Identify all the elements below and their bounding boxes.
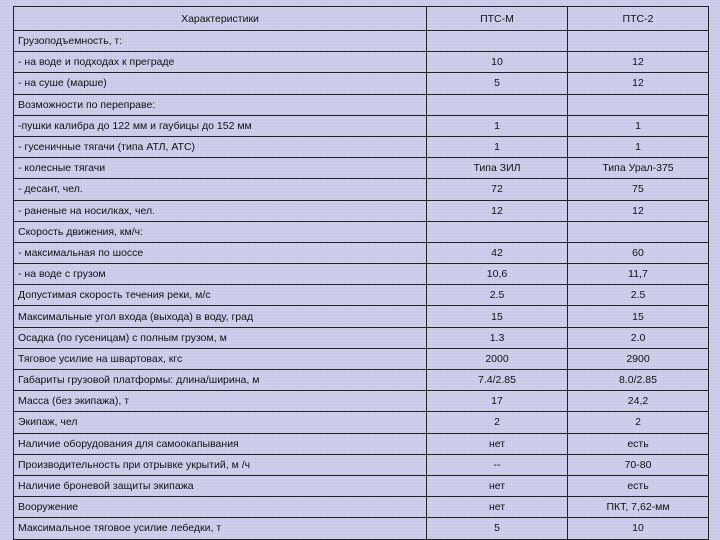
value-pts-m: 1 [427, 136, 568, 157]
value-pts-m: 2 [427, 412, 568, 433]
value-pts-m [427, 221, 568, 242]
row-label: - колесные тягачи [14, 158, 427, 179]
table-row [14, 475, 709, 496]
value-pts-m: 2.5 [427, 285, 568, 306]
row-label: Масса (без экипажа), т [14, 391, 427, 412]
row-label: Скорость движения, км/ч: [14, 221, 427, 242]
header-pts-2: ПТС-2 [568, 7, 709, 31]
value-pts-m [427, 31, 568, 52]
value-pts-2: 70-80 [568, 454, 709, 475]
row-label: - на воде и подходах к преграде [14, 52, 427, 73]
row-label: - десант, чел. [14, 179, 427, 200]
specs-table [13, 6, 709, 540]
row-label: Максимальные угол входа (выхода) в воду, град [14, 306, 427, 327]
row-label: Производительность при отрывке укрытий, м /ч [14, 454, 427, 475]
value-pts-2: есть [568, 475, 709, 496]
specs-table-body [14, 7, 709, 540]
header-characteristics: Характеристики [14, 7, 427, 31]
table-row [14, 242, 709, 263]
table-row [14, 221, 709, 242]
value-pts-2: 1 [568, 115, 709, 136]
value-pts-m: 2000 [427, 348, 568, 369]
table-row [14, 52, 709, 73]
value-pts-m: 5 [427, 518, 568, 539]
value-pts-m: 42 [427, 242, 568, 263]
value-pts-2: 1 [568, 136, 709, 157]
table-row [14, 454, 709, 475]
value-pts-2: 15 [568, 306, 709, 327]
table-row [14, 200, 709, 221]
value-pts-m: 10,6 [427, 264, 568, 285]
value-pts-2 [568, 31, 709, 52]
value-pts-m: нет [427, 475, 568, 496]
row-label: - гусеничные тягачи (типа АТЛ, АТС) [14, 136, 427, 157]
value-pts-m: нет [427, 497, 568, 518]
value-pts-2: ПКТ, 7,62-мм [568, 497, 709, 518]
table-row [14, 327, 709, 348]
value-pts-2: 2900 [568, 348, 709, 369]
value-pts-2: есть [568, 433, 709, 454]
row-label: Экипаж, чел [14, 412, 427, 433]
value-pts-2: 10 [568, 518, 709, 539]
value-pts-m: нет [427, 433, 568, 454]
row-label: Допустимая скорость течения реки, м/с [14, 285, 427, 306]
table-row [14, 348, 709, 369]
value-pts-2: 2 [568, 412, 709, 433]
table-row [14, 518, 709, 539]
table-row [14, 497, 709, 518]
row-label: Максимальное тяговое усилие лебедки, т [14, 518, 427, 539]
header-pts-m: ПТС-М [427, 7, 568, 31]
row-label: - максимальная по шоссе [14, 242, 427, 263]
value-pts-2: 12 [568, 200, 709, 221]
value-pts-m: 15 [427, 306, 568, 327]
value-pts-2: 12 [568, 73, 709, 94]
value-pts-2: 8.0/2.85 [568, 370, 709, 391]
row-label: Наличие оборудования для самоокапывания [14, 433, 427, 454]
table-header-row [14, 7, 709, 31]
table-row [14, 433, 709, 454]
value-pts-m: 7.4/2.85 [427, 370, 568, 391]
table-row [14, 306, 709, 327]
row-label: - на суше (марше) [14, 73, 427, 94]
table-row [14, 179, 709, 200]
table-row [14, 264, 709, 285]
value-pts-m: 1 [427, 115, 568, 136]
value-pts-m [427, 94, 568, 115]
row-label: Возможности по переправе: [14, 94, 427, 115]
value-pts-m: Типа ЗИЛ [427, 158, 568, 179]
value-pts-2: 12 [568, 52, 709, 73]
row-label: - на воде с грузом [14, 264, 427, 285]
row-label: Наличие броневой защиты экипажа [14, 475, 427, 496]
row-label: Габариты грузовой платформы: длина/ширина, м [14, 370, 427, 391]
value-pts-m: -- [427, 454, 568, 475]
table-row [14, 136, 709, 157]
value-pts-2: 24,2 [568, 391, 709, 412]
row-label: - раненые на носилках, чел. [14, 200, 427, 221]
row-label: Грузоподъемность, т: [14, 31, 427, 52]
table-row [14, 391, 709, 412]
value-pts-2: 2.0 [568, 327, 709, 348]
value-pts-2 [568, 94, 709, 115]
table-row [14, 412, 709, 433]
table-row [14, 370, 709, 391]
value-pts-2: 75 [568, 179, 709, 200]
table-row [14, 158, 709, 179]
value-pts-m: 5 [427, 73, 568, 94]
table-row [14, 73, 709, 94]
value-pts-2: 11,7 [568, 264, 709, 285]
value-pts-2 [568, 221, 709, 242]
value-pts-m: 12 [427, 200, 568, 221]
row-label: Осадка (по гусеницам) с полным грузом, м [14, 327, 427, 348]
value-pts-2: Типа Урал-375 [568, 158, 709, 179]
table-row [14, 31, 709, 52]
table-row [14, 94, 709, 115]
table-row [14, 285, 709, 306]
value-pts-m: 10 [427, 52, 568, 73]
row-label: Тяговое усилие на швартовах, кгс [14, 348, 427, 369]
value-pts-m: 72 [427, 179, 568, 200]
value-pts-m: 1.3 [427, 327, 568, 348]
row-label: -пушки калибра до 122 мм и гаубицы до 152 мм [14, 115, 427, 136]
row-label: Вооружение [14, 497, 427, 518]
value-pts-2: 2.5 [568, 285, 709, 306]
value-pts-m: 17 [427, 391, 568, 412]
value-pts-2: 60 [568, 242, 709, 263]
table-row [14, 115, 709, 136]
